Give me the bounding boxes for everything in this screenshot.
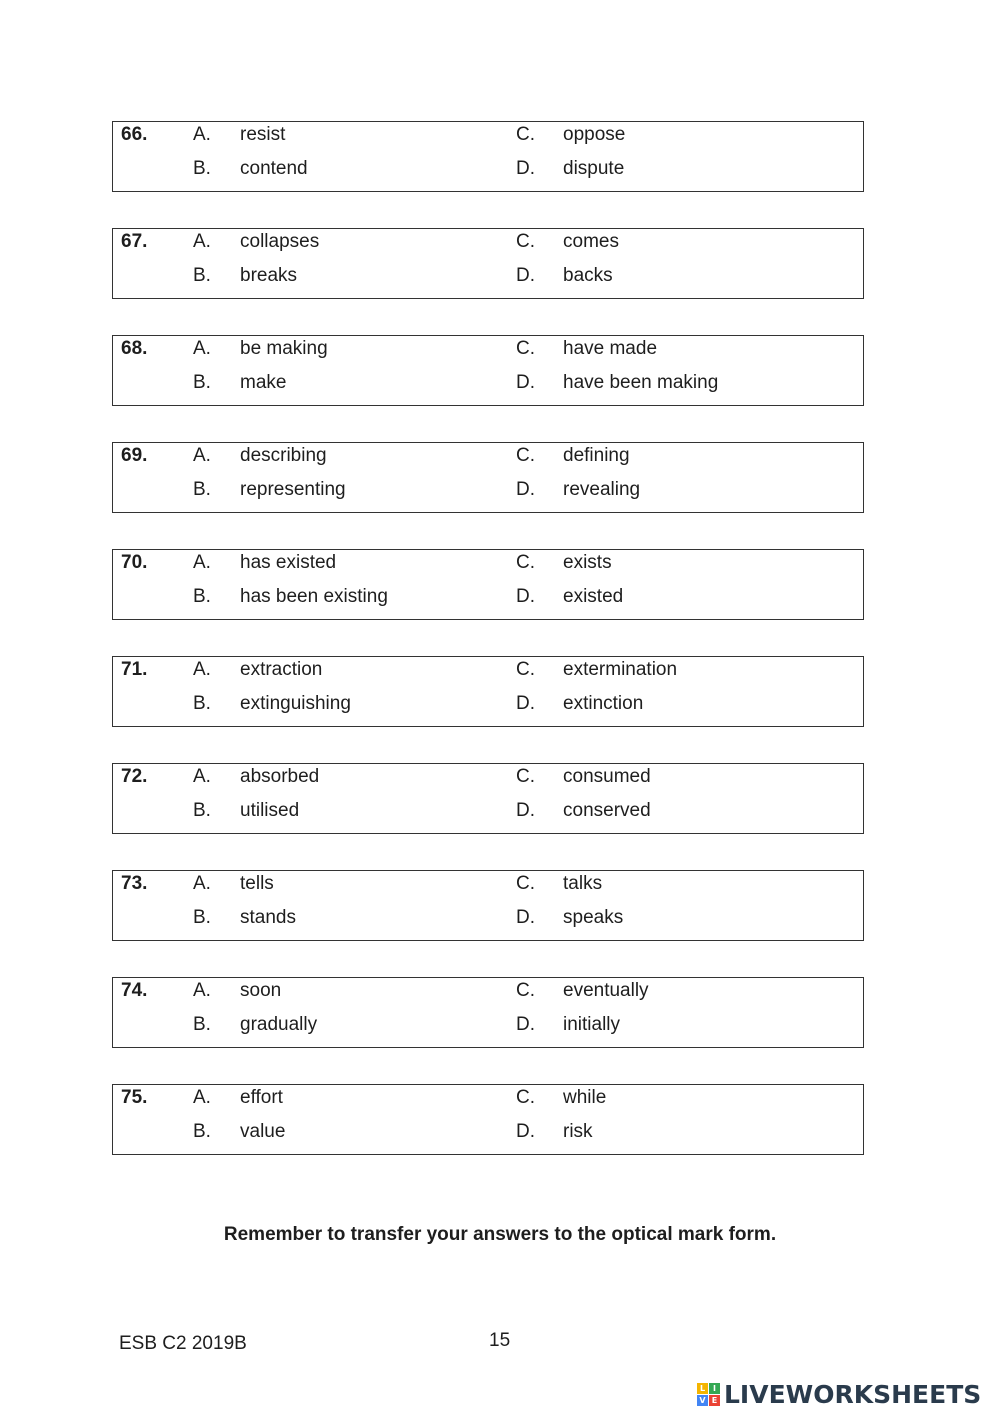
question-75 xyxy=(112,1084,864,1155)
logo-letter: L xyxy=(697,1383,708,1394)
option-d[interactable]: revealing xyxy=(563,479,641,500)
option-a[interactable]: be making xyxy=(240,338,328,359)
question-number: 72. xyxy=(121,766,148,787)
option-c[interactable]: oppose xyxy=(563,124,626,145)
page-number: 15 xyxy=(489,1330,511,1351)
option-a-letter: A. xyxy=(193,338,211,359)
option-a-letter: A. xyxy=(193,659,211,680)
option-b-letter: B. xyxy=(193,586,211,607)
option-b[interactable]: representing xyxy=(240,479,346,500)
option-d-letter: D. xyxy=(516,800,535,821)
option-d-letter: D. xyxy=(516,907,535,928)
option-a[interactable]: extraction xyxy=(240,659,323,680)
question-74 xyxy=(112,977,864,1048)
option-b[interactable]: utilised xyxy=(240,800,300,821)
question-number: 75. xyxy=(121,1087,148,1108)
option-b-letter: B. xyxy=(193,907,211,928)
option-c[interactable]: exists xyxy=(563,552,612,573)
option-d-letter: D. xyxy=(516,158,535,179)
option-d[interactable]: extinction xyxy=(563,693,644,714)
option-c[interactable]: while xyxy=(563,1087,607,1108)
option-c[interactable]: extermination xyxy=(563,659,678,680)
option-a-letter: A. xyxy=(193,873,211,894)
question-number: 70. xyxy=(121,552,148,573)
liveworksheets-brand[interactable] xyxy=(697,1378,981,1410)
option-d[interactable]: risk xyxy=(563,1121,593,1142)
question-66 xyxy=(112,121,864,192)
option-d[interactable]: have been making xyxy=(563,372,719,393)
option-c-letter: C. xyxy=(516,766,535,787)
brand-name: LIVEWORKSHEETS xyxy=(724,1379,982,1409)
option-a-letter: A. xyxy=(193,124,211,145)
option-b-letter: B. xyxy=(193,1014,211,1035)
option-d-letter: D. xyxy=(516,479,535,500)
option-b-letter: B. xyxy=(193,158,211,179)
question-68 xyxy=(112,335,864,406)
question-71 xyxy=(112,656,864,727)
option-a-letter: A. xyxy=(193,1087,211,1108)
option-c[interactable]: comes xyxy=(563,231,619,252)
option-b-letter: B. xyxy=(193,1121,211,1142)
option-c[interactable]: defining xyxy=(563,445,630,466)
option-b[interactable]: has been existing xyxy=(240,586,388,607)
option-c-letter: C. xyxy=(516,552,535,573)
option-c[interactable]: talks xyxy=(563,873,603,894)
option-b[interactable]: make xyxy=(240,372,287,393)
option-a[interactable]: collapses xyxy=(240,231,320,252)
option-c-letter: C. xyxy=(516,338,535,359)
option-c[interactable]: consumed xyxy=(563,766,651,787)
option-c[interactable]: have made xyxy=(563,338,658,359)
option-a-letter: A. xyxy=(193,445,211,466)
option-a[interactable]: soon xyxy=(240,980,282,1001)
option-a-letter: A. xyxy=(193,231,211,252)
option-b[interactable]: value xyxy=(240,1121,286,1142)
option-c-letter: C. xyxy=(516,445,535,466)
option-d-letter: D. xyxy=(516,265,535,286)
option-c-letter: C. xyxy=(516,231,535,252)
option-d-letter: D. xyxy=(516,1121,535,1142)
question-number: 71. xyxy=(121,659,148,680)
option-d[interactable]: existed xyxy=(563,586,624,607)
question-number: 68. xyxy=(121,338,148,359)
option-c-letter: C. xyxy=(516,124,535,145)
option-b-letter: B. xyxy=(193,479,211,500)
option-b-letter: B. xyxy=(193,265,211,286)
option-a[interactable]: absorbed xyxy=(240,766,320,787)
option-a[interactable]: tells xyxy=(240,873,274,894)
liveworksheets-logo-icon xyxy=(697,1383,720,1406)
option-b[interactable]: stands xyxy=(240,907,296,928)
option-d-letter: D. xyxy=(516,693,535,714)
option-c-letter: C. xyxy=(516,873,535,894)
logo-letter: V xyxy=(697,1395,708,1406)
question-69 xyxy=(112,442,864,513)
option-b[interactable]: breaks xyxy=(240,265,298,286)
option-d-letter: D. xyxy=(516,1014,535,1035)
option-d-letter: D. xyxy=(516,372,535,393)
logo-letter: I xyxy=(709,1383,720,1394)
question-number: 74. xyxy=(121,980,148,1001)
reminder-text: Remember to transfer your answers to the optical mark form. xyxy=(223,1224,777,1245)
option-d[interactable]: initially xyxy=(563,1014,621,1035)
option-b-letter: B. xyxy=(193,372,211,393)
option-a-letter: A. xyxy=(193,980,211,1001)
question-70 xyxy=(112,549,864,620)
question-72 xyxy=(112,763,864,834)
logo-letter: E xyxy=(709,1395,720,1406)
option-c-letter: C. xyxy=(516,980,535,1001)
option-a[interactable]: describing xyxy=(240,445,327,466)
option-a[interactable]: resist xyxy=(240,124,286,145)
option-d[interactable]: conserved xyxy=(563,800,651,821)
option-d-letter: D. xyxy=(516,586,535,607)
option-b[interactable]: extinguishing xyxy=(240,693,351,714)
question-67 xyxy=(112,228,864,299)
option-c[interactable]: eventually xyxy=(563,980,649,1001)
question-number: 66. xyxy=(121,124,148,145)
option-c-letter: C. xyxy=(516,659,535,680)
question-number: 73. xyxy=(121,873,148,894)
option-a[interactable]: has existed xyxy=(240,552,337,573)
question-number: 69. xyxy=(121,445,148,466)
option-b-letter: B. xyxy=(193,693,211,714)
question-number: 67. xyxy=(121,231,148,252)
option-a-letter: A. xyxy=(193,766,211,787)
question-list xyxy=(112,121,864,1191)
option-d[interactable]: dispute xyxy=(563,158,625,179)
option-b-letter: B. xyxy=(193,800,211,821)
exam-code: ESB C2 2019B xyxy=(119,1333,247,1354)
option-b[interactable]: contend xyxy=(240,158,308,179)
option-a-letter: A. xyxy=(193,552,211,573)
question-73 xyxy=(112,870,864,941)
option-a[interactable]: effort xyxy=(240,1087,283,1108)
option-d[interactable]: backs xyxy=(563,265,613,286)
option-d[interactable]: speaks xyxy=(563,907,624,928)
option-c-letter: C. xyxy=(516,1087,535,1108)
option-b[interactable]: gradually xyxy=(240,1014,318,1035)
